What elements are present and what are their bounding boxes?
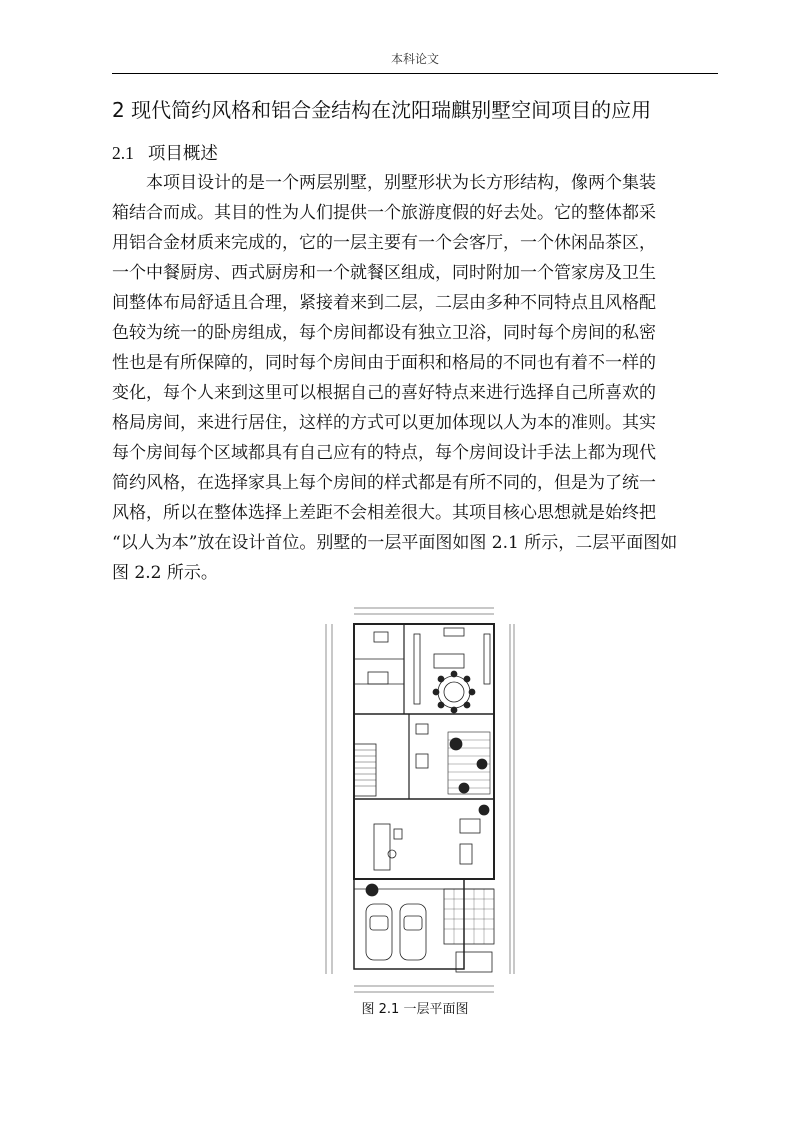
- paragraph-line: 性也是有所保障的，同时每个房间由于面积和格局的不同也有着不一样的: [112, 353, 656, 373]
- section-title: 2 现代简约风格和铝合金结构在沈阳瑞麒别墅空间项目的应用: [112, 98, 652, 122]
- paragraph-line: 色较为统一的卧房组成，每个房间都设有独立卫浴，同时每个房间的私密: [112, 323, 656, 343]
- paragraph-line: 格局房间，来进行居住，这样的方式可以更加体现以人为本的准则。其实: [112, 413, 656, 433]
- paragraph-line: 间整体布局舒适且合理，紧接着来到二层，二层由多种不同特点且风格配: [112, 293, 656, 313]
- body-paragraph: [112, 168, 718, 588]
- subsection-number: 2.1: [112, 143, 134, 163]
- subsection-heading: [112, 140, 218, 165]
- figure-caption: 图 2.1 一层平面图: [361, 1002, 469, 1017]
- running-header: 本科论文: [390, 52, 439, 66]
- floor-plan-figure: [324, 604, 516, 996]
- paragraph-line: 风格，所以在整体选择上差距不会相差很大。其项目核心思想就是始终把: [112, 503, 656, 523]
- header-rule: [112, 73, 718, 74]
- paragraph-line: 变化，每个人来到这里可以根据自己的喜好特点来进行选择自己所喜欢的: [112, 383, 656, 403]
- paragraph-line: “以人为本”放在设计首位。别墅的一层平面图如图 2.1 所示，二层平面图如: [112, 533, 678, 553]
- paragraph-line: 箱结合而成。其目的性为人们提供一个旅游度假的好去处。它的整体都采: [112, 203, 656, 223]
- paragraph-line: 用铝合金材质来完成的，它的一层主要有一个会客厅，一个休闲品茶区，: [112, 233, 656, 253]
- paragraph-line: 图 2.2 所示。: [112, 563, 218, 583]
- paragraph-line: 每个房间每个区域都具有自己应有的特点，每个房间设计手法上都为现代: [112, 443, 656, 463]
- paragraph-line: 简约风格，在选择家具上每个房间的样式都是有所不同的，但是为了统一: [112, 473, 656, 493]
- paragraph-line: 本项目设计的是一个两层别墅，别墅形状为长方形结构，像两个集装: [112, 173, 656, 193]
- subsection-title: 项目概述: [147, 144, 218, 164]
- paragraph-line: 一个中餐厨房、西式厨房和一个就餐区组成，同时附加一个管家房及卫生: [112, 263, 656, 283]
